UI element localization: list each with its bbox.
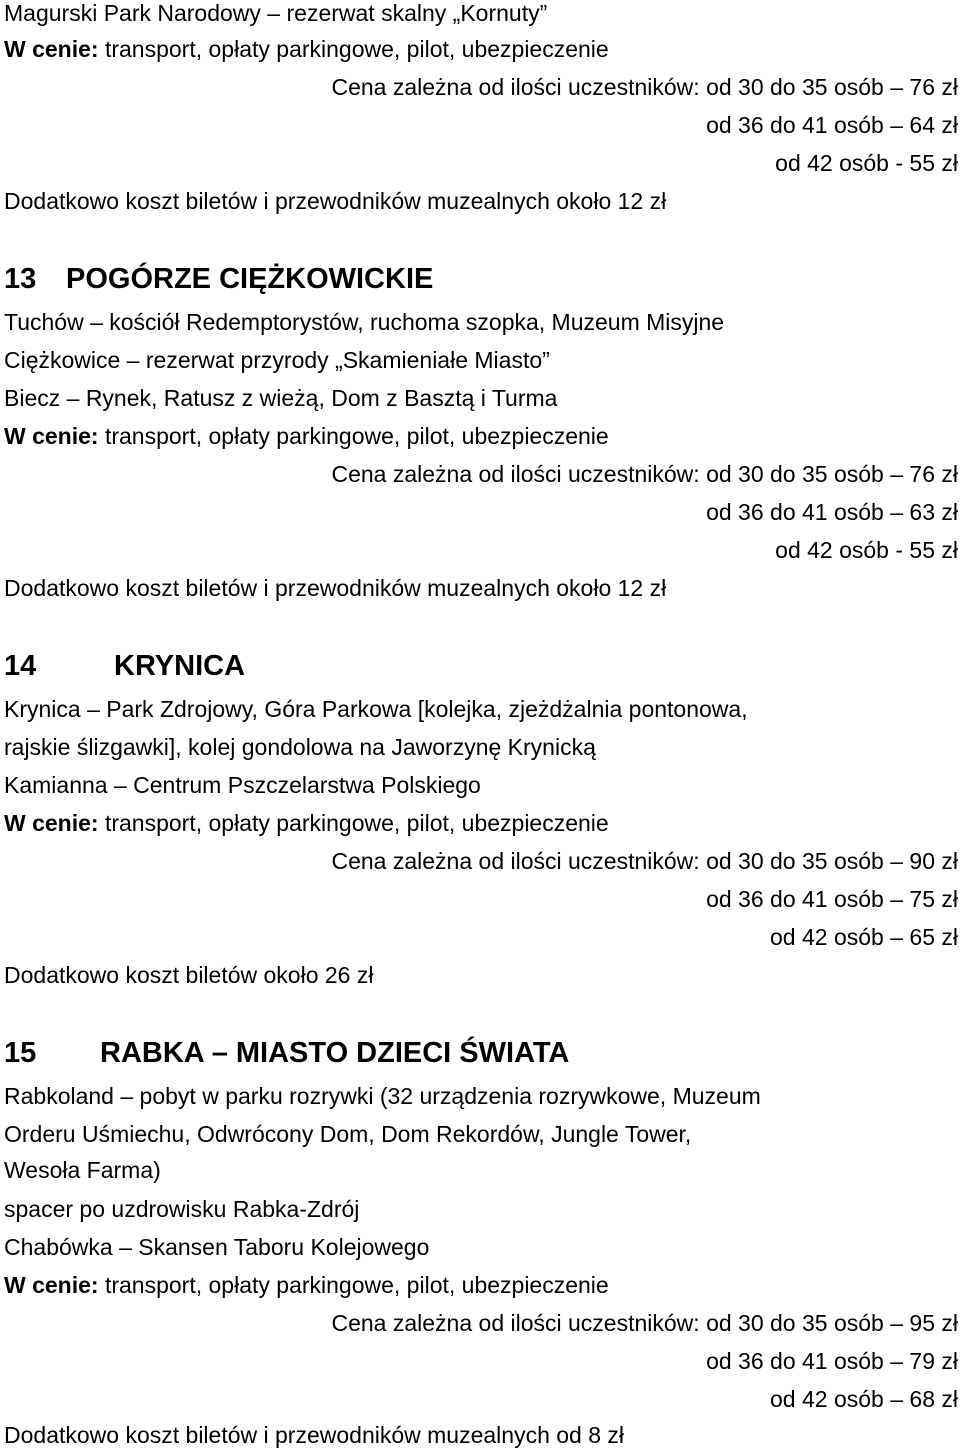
section-heading: [4, 1035, 569, 1071]
attraction-line: Tuchów – kościół Redemptorystów, ruchoma szopka, Muzeum Misyjne: [4, 309, 725, 335]
price-tier-2: od 36 do 41 osób – 75 zł: [706, 886, 958, 912]
extra-cost-note: Dodatkowo koszt biletów około 26 zł: [4, 962, 374, 988]
attraction-line: spacer po uzdrowisku Rabka-Zdrój: [4, 1196, 360, 1222]
included-line: [4, 1270, 609, 1300]
attraction-line: Wesoła Farma): [4, 1157, 161, 1183]
price-tier-1: Cena zależna od ilości uczestników: od 30 do 35 osób – 76 zł: [331, 461, 958, 487]
included-line: [4, 421, 609, 451]
attraction-line: rajskie ślizgawki], kolej gondolowa na Jaworzynę Krynicką: [4, 734, 596, 760]
section-number: 13: [4, 263, 37, 295]
price-tier-3: od 42 osób - 55 zł: [775, 150, 958, 176]
price-tier-1: Cena zależna od ilości uczestników: od 30 do 35 osób – 90 zł: [331, 848, 958, 874]
included-label: W cenie:: [4, 1272, 99, 1298]
attraction-line: Krynica – Park Zdrojowy, Góra Parkowa [kolejka, zjeżdżalnia pontonowa,: [4, 696, 748, 722]
price-tier-3: od 42 osób – 68 zł: [770, 1386, 958, 1412]
price-tier-2: od 36 do 41 osób – 64 zł: [706, 112, 958, 138]
included-text: transport, opłaty parkingowe, pilot, ubezpieczenie: [98, 423, 609, 449]
included-text: transport, opłaty parkingowe, pilot, ubezpieczenie: [98, 1272, 609, 1298]
attraction-line: Ciężkowice – rezerwat przyrody „Skamieniałe Miasto”: [4, 347, 550, 373]
section-title: RABKA – MIASTO DZIECI ŚWIATA: [100, 1037, 570, 1069]
section-heading: [4, 261, 433, 297]
price-tier-2: od 36 do 41 osób – 63 zł: [706, 499, 958, 525]
section-heading: [4, 648, 245, 684]
included-line: [4, 34, 609, 64]
included-text: transport, opłaty parkingowe, pilot, ubezpieczenie: [98, 810, 609, 836]
price-tier-3: od 42 osób – 65 zł: [770, 924, 958, 950]
price-tier-3: od 42 osób - 55 zł: [775, 537, 958, 563]
price-tier-1: Cena zależna od ilości uczestników: od 30 do 35 osób – 95 zł: [331, 1310, 958, 1336]
attraction-line: Kamianna – Centrum Pszczelarstwa Polskiego: [4, 772, 481, 798]
price-tier-1: Cena zależna od ilości uczestników: od 30 do 35 osób – 76 zł: [331, 74, 958, 100]
extra-cost-note: Dodatkowo koszt biletów i przewodników muzealnych od 8 zł: [4, 1422, 625, 1448]
price-tier-2: od 36 do 41 osób – 79 zł: [706, 1348, 958, 1374]
attraction-line: Biecz – Rynek, Ratusz z wieżą, Dom z Basztą i Turma: [4, 385, 558, 411]
section-title: POGÓRZE CIĘŻKOWICKIE: [66, 263, 434, 295]
included-line: [4, 808, 609, 838]
section-number: 15: [4, 1037, 37, 1069]
included-label: W cenie:: [4, 36, 99, 62]
attraction-line: Chabówka – Skansen Taboru Kolejowego: [4, 1234, 430, 1260]
included-text: transport, opłaty parkingowe, pilot, ubezpieczenie: [98, 36, 609, 62]
extra-cost-note: Dodatkowo koszt biletów i przewodników muzealnych około 12 zł: [4, 575, 667, 601]
section-title: KRYNICA: [114, 650, 246, 682]
attraction-line: Orderu Uśmiechu, Odwrócony Dom, Dom Rekordów, Jungle Tower,: [4, 1121, 692, 1147]
attraction-line: Rabkoland – pobyt w parku rozrywki (32 urządzenia rozrywkowe, Muzeum: [4, 1083, 761, 1109]
included-label: W cenie:: [4, 810, 99, 836]
extra-cost-note: Dodatkowo koszt biletów i przewodników muzealnych około 12 zł: [4, 188, 667, 214]
attraction-line: Magurski Park Narodowy – rezerwat skalny „Kornuty”: [4, 0, 548, 26]
section-number: 14: [4, 650, 37, 682]
included-label: W cenie:: [4, 423, 99, 449]
